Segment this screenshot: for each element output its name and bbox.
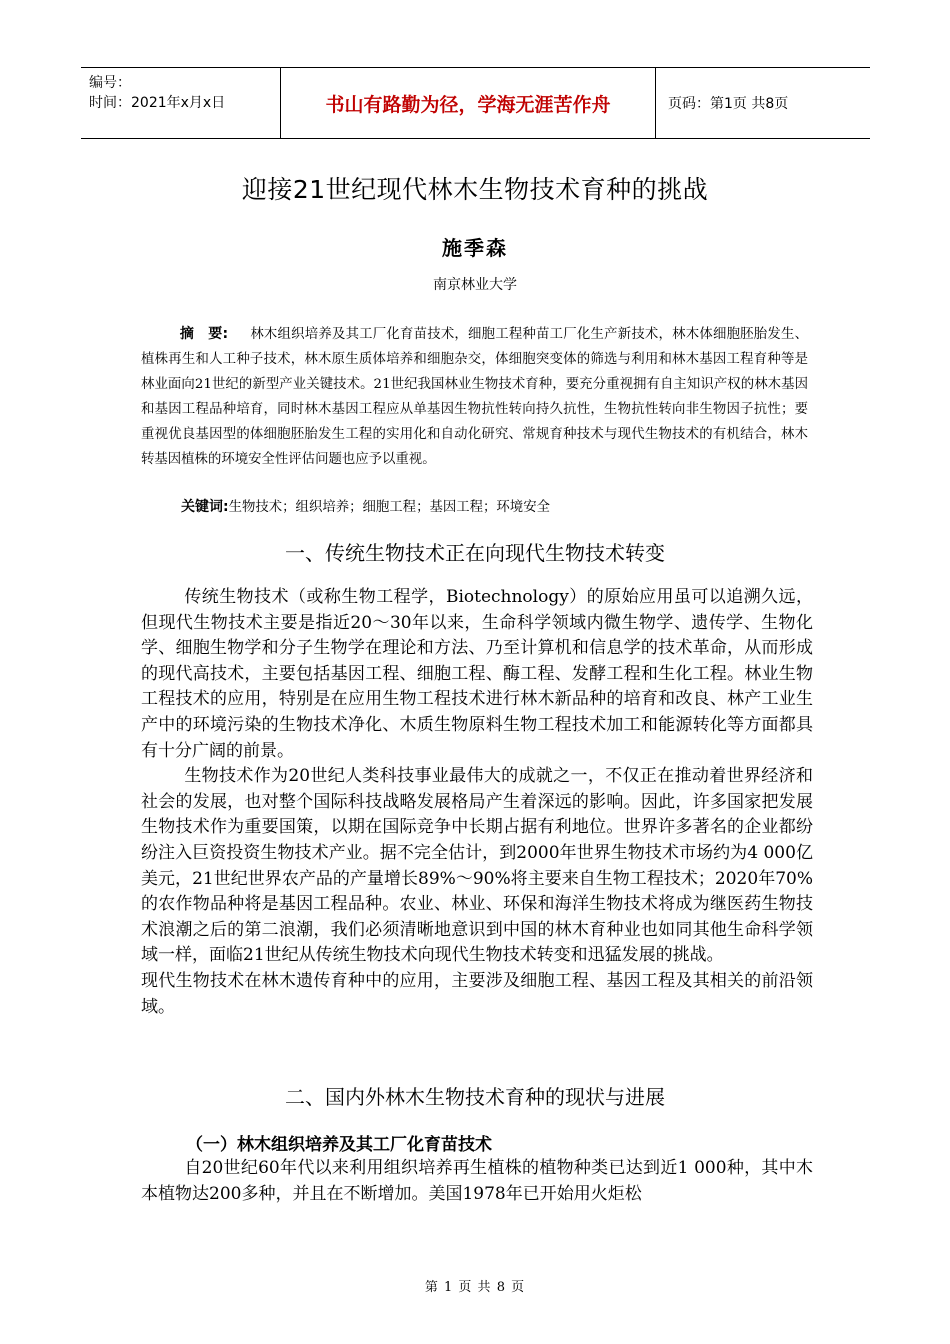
header-meta	[81, 68, 281, 138]
abstract-text: 林木组织培养及其工厂化育苗技术，细胞工程种苗工厂化生产新技术，林木体细胞胚胎发生、植株再生和人工种子技术，林木原生质体培养和细胞杂交，体细胞突变体的筛选与利用和林木基因工程育种等是林业面向21世纪的新型产业关键技术。21世纪我国林业生物技术育种，要充分重视拥有自主知识产权的林木基因和基因工程品种培育，同时林木基因工程应从单基因生物抗性转向持久抗性，生物抗性转向非生物因子抗性；要重视优良基因型的体细胞胚胎发生工程的实用化和自动化研究、常规育种技术与现代生物技术的有机结合，林木转基因植株的环境安全性评估问题也应予以重视。	[141, 327, 808, 467]
section-2-heading: 二、国内外林木生物技术育种的现状与进展	[285, 1085, 665, 1109]
page-footer: 第 1 页 共 8 页	[424, 1280, 526, 1295]
article-author: 施季森	[442, 236, 508, 260]
section-2-body	[141, 1156, 813, 1207]
header-motto: 书山有路勤为径，学海无涯苦作舟	[281, 68, 656, 138]
document-number: 编号：	[89, 75, 131, 91]
keywords-label: 关键词:	[181, 499, 229, 515]
author-affiliation: 南京林业大学	[433, 277, 517, 293]
section-1-heading: 一、传统生物技术正在向现代生物技术转变	[285, 541, 665, 565]
paragraph: 传统生物技术（或称生物工程学，Biotechnology）的原始应用虽可以追溯久远，但现代生物技术主要是指近20～30年以来，生命科学领域内微生物学、遗传学、生物化学、细胞生物学和分子生物学在理论和方法、乃至计算机和信息学的技术革命，从而形成的现代高技术，主要包括基因工程、细胞工程、酶工程、发酵工程和生化工程。林业生物工程技术的应用，特别是在应用生物工程技术进行林木新品种的培育和改良、林产工业生产中的环境污染的生物技术净化、木质生物原料生物工程技术加工和能源转化等方面都具有十分广阔的前景。	[141, 587, 813, 761]
subsection-heading: （一）林木组织培养及其工厂化育苗技术	[186, 1135, 492, 1155]
keywords	[181, 496, 550, 516]
keywords-text: 生物技术；组织培养；细胞工程；基因工程；环境安全	[228, 500, 550, 515]
abstract	[141, 322, 808, 472]
abstract-label: 摘 要:	[179, 326, 229, 342]
section-1-body	[141, 585, 813, 1020]
page-header	[81, 67, 870, 139]
article-title: 迎接21世纪现代林木生物技术育种的挑战	[241, 175, 709, 204]
paragraph: 自20世纪60年代以来利用组织培养再生植株的植物种类已达到近1 000种，其中木本植物达200多种，并且在不断增加。美国1978年已开始用火炬松	[141, 1158, 813, 1204]
paragraph: 生物技术作为20世纪人类科技事业最伟大的成就之一，不仅正在推动着世界经济和社会的发展，也对整个国际科技战略发展格局产生着深远的影响。因此，许多国家把发展生物技术作为重要国策，以期在国际竞争中长期占据有利地位。世界许多著名的企业都纷纷注入巨资投资生物技术产业。据不完全估计，到2000年世界生物技术市场约为4 000亿美元，21世纪世界农产品的产量增长89%～90%将主要来自生物工程技术；2020年70%的农作物品种将是基因工程品种。农业、林业、环保和海洋生物技术将成为继医药生物技术浪潮之后的第二浪潮，我们必须清晰地意识到中国的林木育种业也如同其他生命科学领域一样，面临21世纪从传统生物技术向现代生物技术转变和迅猛发展的挑战。	[141, 766, 813, 966]
document-date: 时间：2021年x月x日	[89, 95, 226, 111]
paragraph: 现代生物技术在林木遗传育种中的应用，主要涉及细胞工程、基因工程及其相关的前沿领域。	[141, 970, 813, 1017]
header-page-info: 页码：第1页 共8页	[668, 96, 789, 112]
